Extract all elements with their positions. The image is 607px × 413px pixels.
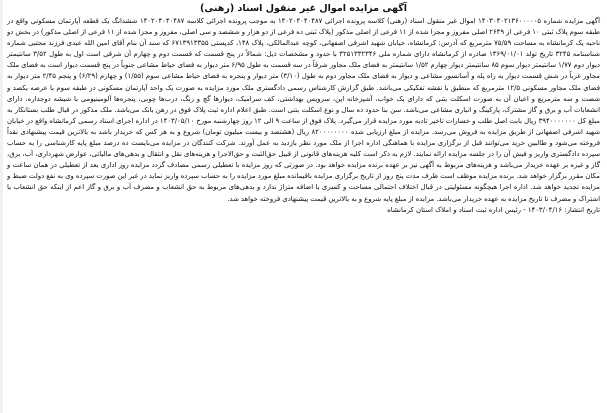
- notice-body: آگهی مزایده شماره ۱۴۰۳۰۴۰۲۱۳۶۰۰۰۰۰۵ اموال غیر منقول اسناد (رهنی) کلاسه پرونده اجرائی ۱۴۰۲۰۴۰۴۰۴۸۷ به موجب پرونده اجرائی کلاسه ۱۴۰۲۰۴۰۴۰۴۸۷ ششدانگ یک قطعه آپارتمان مسکونی واقع در طبقه سوم پلاک ثبتی ۱۰ فرعی از ۲۶۴۹ اصلی مفروز و مجزا شده از ۱۱ فرعی از اصلی مذکور (پلاک ثبتی ده فرعی از دو هزار و ششصد و سی اصلی، مفروز و مجزا شده از ۱۱ فرعی از اصلی مذکور) در بخش دو ناحیه یک کرمانشاه به مساحت ۷۵/۵۹ مترمربع که آدرس: کرمانشاه، خیابان شهید اشرفی اصفهانی، کوچه عبدالمالکی، پلاک ۱۴۸، کدپستی ۶۷۱۳۹۱۳۳۵۵ که سند آن بنام آقای امین الله عیدی فرزند مجتبی شماره شناسنامه ۳۲۴۵ تاریخ تولد ۱۳۶۹/۰۱/۰۱ صادره از کرمانشاه دارای شماره ملی ۳۲۵۱۳۳۲۳۴۶ با حدود و مشخصات ذیل: شمالاً در پنج قسمت که قسمت دوم و چهارم آن شرقی است اول به طول ۳/۵۲ سانتیمتر دیوار دوم ۱/۷۷ سانتیمتر دیوار سوم ۸۵ سانتیمتر دیوار چهارم ۱/۵۲ سانتیمتر به فضای ملک مجاور شرقاً در سه قسمت به طول ۶/۹۵ متر دیوار به فضای حیاط مشاعی جنوباً در پنج قسمت دیوار است به فضای ملک مجاور غرباً در شش قسمت دیوار به راه پله و آسانسور مشاعی و دیوار به فضای ملک مجاور دوم به طول (۳/۱۰) متر دیوار و پنجره به فضای حیاط مشاعی سوم (۱/۵۵) و چهارم (۶/۲۹) و پنجم ۲/۴۵ متر دیوار به فضای ملک مجاور مسکونی ۱۲/۵ مترمربع که منطبق با نقشه تفکیکی می‌باشد. طبق گزارش کارشناس رسمی دادگستری ملک مورد مزایده به صورت یک واحد آپارتمان مسکونی در طبقه سوم با عرصه یکصد و شصت و سه مترمربع و اعیان آن به صورت اسکلت بتنی که دارای یک خواب، آشپزخانه اپن، سرویس بهداشتی، کف سرامیک، دیوارها گچ و رنگ، درب‌ها چوبی، پنجره‌ها آلومینیومی با شیشه دوجداره، دارای انشعابات آب و برق و گاز مشترک، پارکینگ و انباری مشاعی می‌باشد. سن بنا حدود ده سال و نوع اسکلت بتنی است. طبق اعلام اداره ثبت پلاک فوق در رهن بانک می‌باشد. ملک مذکور در قبال طلب بستانکار به مبلغ کل ۳۹۴۰۰۰۰۰۰۰ ریال بابت اصل طلب و خسارات تاخیر تادیه مورد مزایده قرار می‌گیرد. پلاک فوق از ساعت ۹ الی ۱۲ روز چهارشنبه مورخ ۱۴۰۳/۰۵/۱۰ در اداره اجرای اسناد رسمی کرمانشاه واقع در خیابان شهید اشرفی اصفهانی از طریق مزایده به فروش می‌رسد. مزایده از مبلغ ارزیابی شده ۸۲۰۰۰۰۰۰۰۰ ریال (هشتصد و بیست میلیون تومان) شروع و به هر کس که خریدار باشد به بالاترین قیمت پیشنهادی نقداً فروخته می‌شود و طالبین خرید می‌توانند قبل از برگزاری مزایده با هماهنگی اداره اجرا از ملک مورد نظر بازدید به عمل آورند. شرکت کنندگان در مزایده می‌بایست ده درصد مبلغ پایه کارشناسی را به حساب سپرده دادگستری واریز و فیش آن را در جلسه مزایده ارائه نمایند. لازم به ذکر است کلیه هزینه‌های قانونی از قبیل حق‌الثبت و حق‌الاجرا و هزینه‌های نقل و انتقال و بدهی‌های مالیاتی، عوارض شهرداری، آب، برق، گاز و غیره بر عهده خریدار می‌باشد و هزینه‌های مربوط به آگهی نیز بر عهده برنده مزایده خواهد بود. در صورتی که روز مزایده با تعطیلی رسمی مصادف گردد مزایده روز اداری بعد از تعطیلی در همان ساعت و مکان مقرر برگزار خواهد شد. برنده مزایده موظف است ظرف مدت پنج روز از تاریخ برگزاری مزایده باقیمانده مبلغ مورد مزایده را به حساب سپرده واریز نماید در غیر این صورت سپرده وی به نفع دولت ضبط و مزایده تجدید خواهد شد. اداره اجرا هیچگونه مسئولیتی در قبال اختلاف احتمالی مساحت و کسری یا اضافه متراژ ندارد و بدهی‌های مربوط به حق انشعاب و مصرف آب و برق و گاز اعم از اینکه حق انشعاب یا اشتراک و مصرف تا تاریخ مزایده به عهده خریدار می‌باشد. مزایده از مبلغ پایه شروع و به بالاترین قیمت پیشنهادی فروخته خواهد شد.: [6, 17, 601, 203]
- scan-edge: [0, 0, 3, 413]
- issuing-office: رئیس اداره ثبت اسناد و املاک استان کرمانشاه: [387, 205, 521, 214]
- notice-footer: تاریخ انتشار: ۱۴۰۳/۰۴/۱۶ - رئیس اداره ثبت اسناد و املاک استان کرمانشاه: [387, 205, 600, 214]
- publish-date: تاریخ انتشار: ۱۴۰۳/۰۴/۱۶: [527, 205, 600, 214]
- notice-title: آگهی مزایده اموال غیر منقول اسناد (رهنی): [199, 3, 408, 14]
